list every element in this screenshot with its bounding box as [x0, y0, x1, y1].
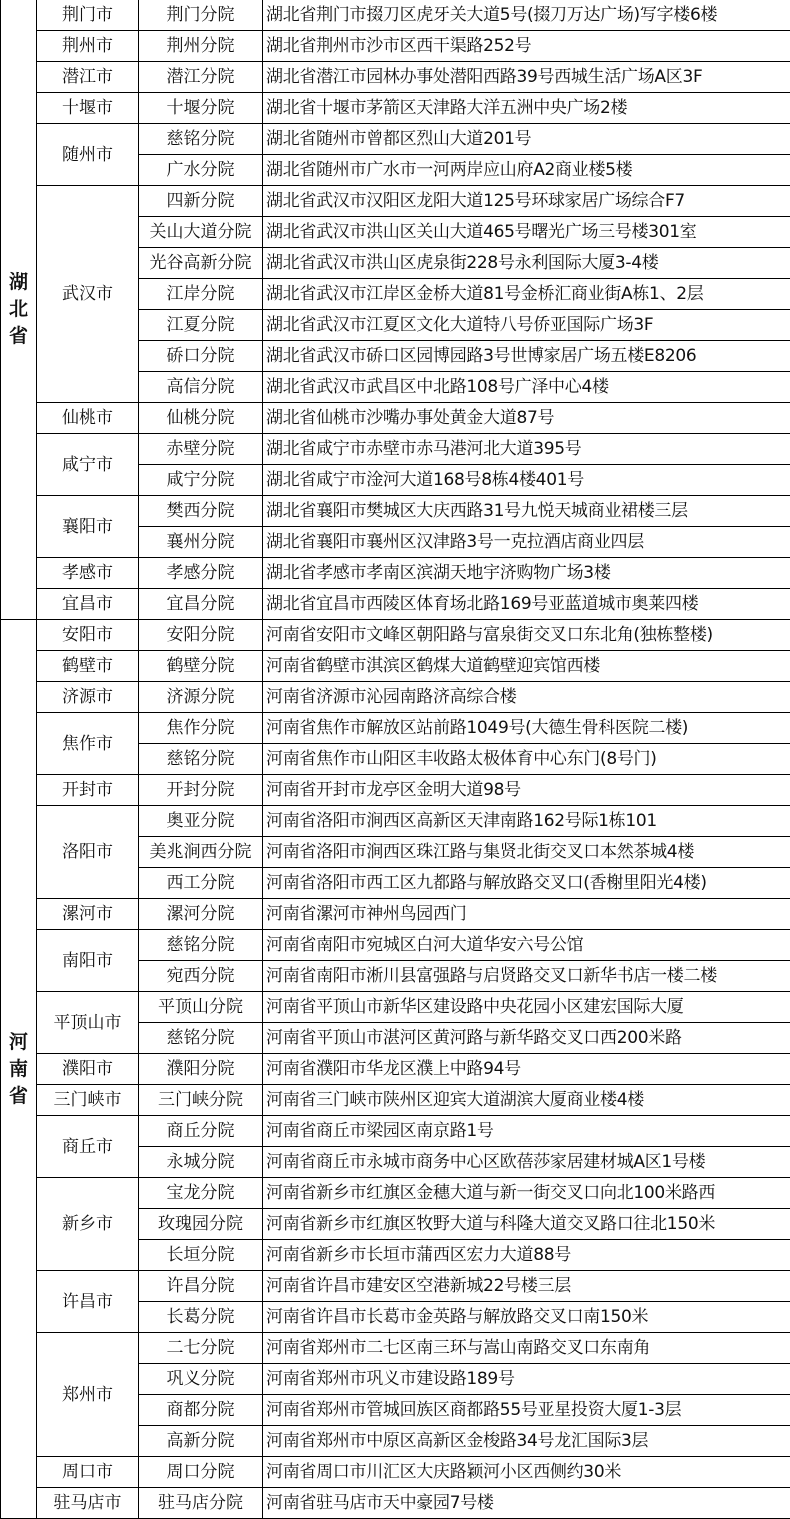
branch-address-cell: 河南省商丘市永城市商务中心区欧蓓莎家居建材城A区1号楼	[263, 1147, 790, 1178]
table-row	[1, 558, 790, 589]
branch-name-cell: 驻马店分院	[139, 1488, 263, 1519]
province-cell: 河南省	[1, 620, 37, 1519]
branch-name-cell: 襄州分院	[139, 527, 263, 558]
branch-address-cell: 湖北省襄阳市樊城区大庆西路31号九悦天城商业裙楼三层	[263, 496, 790, 527]
branch-name-cell: 荆州分院	[139, 31, 263, 62]
city-cell: 十堰市	[37, 93, 139, 124]
branch-name-cell: 长垣分院	[139, 1240, 263, 1271]
city-cell: 襄阳市	[37, 496, 139, 558]
city-cell: 济源市	[37, 682, 139, 713]
branch-name-cell: 奥亚分院	[139, 806, 263, 837]
branch-address-cell: 河南省鹤壁市淇滨区鹤煤大道鹤壁迎宾馆西楼	[263, 651, 790, 682]
city-cell: 荆州市	[37, 31, 139, 62]
table-body	[1, 0, 790, 1519]
branch-address-cell: 河南省漯河市神州鸟园西门	[263, 899, 790, 930]
branch-name-cell: 慈铭分院	[139, 1023, 263, 1054]
branch-address-cell: 河南省开封市龙亭区金明大道98号	[263, 775, 790, 806]
city-cell: 周口市	[37, 1457, 139, 1488]
city-cell: 随州市	[37, 124, 139, 186]
city-cell: 濮阳市	[37, 1054, 139, 1085]
branch-name-cell: 三门峡分院	[139, 1085, 263, 1116]
branch-address-cell: 河南省许昌市建安区空港新城22号楼三层	[263, 1271, 790, 1302]
branch-address-cell: 河南省焦作市解放区站前路1049号(大德生骨科医院二楼)	[263, 713, 790, 744]
city-cell: 孝感市	[37, 558, 139, 589]
branch-name-cell: 十堰分院	[139, 93, 263, 124]
branch-address-cell: 湖北省咸宁市淦河大道168号8栋4楼401号	[263, 465, 790, 496]
branch-name-cell: 西工分院	[139, 868, 263, 899]
branch-name-cell: 硚口分院	[139, 341, 263, 372]
branch-address-cell: 河南省濮阳市华龙区濮上中路94号	[263, 1054, 790, 1085]
branch-name-cell: 宜昌分院	[139, 589, 263, 620]
table-row	[1, 0, 790, 31]
branch-name-cell: 慈铭分院	[139, 744, 263, 775]
branch-name-cell: 长葛分院	[139, 1302, 263, 1333]
city-cell: 荆门市	[37, 0, 139, 31]
branch-name-cell: 光谷高新分院	[139, 248, 263, 279]
table-row	[1, 620, 790, 651]
branch-name-cell: 赤壁分院	[139, 434, 263, 465]
city-cell: 洛阳市	[37, 806, 139, 899]
branch-name-cell: 焦作分院	[139, 713, 263, 744]
branch-name-cell: 漯河分院	[139, 899, 263, 930]
city-cell: 开封市	[37, 775, 139, 806]
table-row	[1, 62, 790, 93]
table-row	[1, 806, 790, 837]
city-cell: 许昌市	[37, 1271, 139, 1333]
branch-name-cell: 濮阳分院	[139, 1054, 263, 1085]
city-cell: 新乡市	[37, 1178, 139, 1271]
table-row	[1, 1085, 790, 1116]
branch-address-cell: 湖北省仙桃市沙嘴办事处黄金大道87号	[263, 403, 790, 434]
branch-name-cell: 周口分院	[139, 1457, 263, 1488]
table-row	[1, 589, 790, 620]
branch-name-cell: 商丘分院	[139, 1116, 263, 1147]
branch-name-cell: 宛西分院	[139, 961, 263, 992]
branch-name-cell: 广水分院	[139, 155, 263, 186]
branch-name-cell: 鹤壁分院	[139, 651, 263, 682]
branch-name-cell: 潜江分院	[139, 62, 263, 93]
table-row	[1, 434, 790, 465]
branch-address-cell: 湖北省武汉市江岸区金桥大道81号金桥汇商业街A栋1、2层	[263, 279, 790, 310]
branch-name-cell: 高新分院	[139, 1426, 263, 1457]
table-row	[1, 31, 790, 62]
branch-name-cell: 开封分院	[139, 775, 263, 806]
branch-name-cell: 仙桃分院	[139, 403, 263, 434]
branch-address-cell: 河南省新乡市红旗区金穗大道与新一街交叉口向北100米路西	[263, 1178, 790, 1209]
table-row	[1, 1054, 790, 1085]
branch-name-cell: 安阳分院	[139, 620, 263, 651]
table-row	[1, 1488, 790, 1519]
branch-name-cell: 荆门分院	[139, 0, 263, 31]
branch-address-cell: 湖北省随州市曾都区烈山大道201号	[263, 124, 790, 155]
branch-address-cell: 河南省三门峡市陕州区迎宾大道湖滨大厦商业楼4楼	[263, 1085, 790, 1116]
province-cell: 湖北省	[1, 0, 37, 620]
branch-address-cell: 河南省郑州市管城回族区商都路55号亚星投资大厦1-3层	[263, 1395, 790, 1426]
branch-name-cell: 江岸分院	[139, 279, 263, 310]
branch-name-cell: 慈铭分院	[139, 124, 263, 155]
branch-name-cell: 慈铭分院	[139, 930, 263, 961]
branch-name-cell: 巩义分院	[139, 1364, 263, 1395]
branch-address-cell: 河南省新乡市红旗区牧野大道与科隆大道交叉路口往北150米	[263, 1209, 790, 1240]
branch-name-cell: 永城分院	[139, 1147, 263, 1178]
city-cell: 武汉市	[37, 186, 139, 403]
table-row	[1, 899, 790, 930]
branch-name-cell: 樊西分院	[139, 496, 263, 527]
table-row	[1, 930, 790, 961]
branch-name-cell: 关山大道分院	[139, 217, 263, 248]
branch-address-cell: 湖北省潜江市园林办事处潜阳西路39号西城生活广场A区3F	[263, 62, 790, 93]
branch-address-cell: 河南省焦作市山阳区丰收路太极体育中心东门(8号门)	[263, 744, 790, 775]
city-cell: 郑州市	[37, 1333, 139, 1457]
branch-name-cell: 孝感分院	[139, 558, 263, 589]
table-row	[1, 651, 790, 682]
branch-address-cell: 湖北省荆州市沙市区西干渠路252号	[263, 31, 790, 62]
city-cell: 焦作市	[37, 713, 139, 775]
city-cell: 南阳市	[37, 930, 139, 992]
table-row	[1, 124, 790, 155]
city-cell: 商丘市	[37, 1116, 139, 1178]
branch-address-cell: 河南省周口市川汇区大庆路颖河小区西侧约30米	[263, 1457, 790, 1488]
branch-address-cell: 河南省许昌市长葛市金英路与解放路交叉口南150米	[263, 1302, 790, 1333]
table-row	[1, 1116, 790, 1147]
branch-address-cell: 河南省郑州市巩义市建设路189号	[263, 1364, 790, 1395]
table-row	[1, 186, 790, 217]
city-cell: 漯河市	[37, 899, 139, 930]
city-cell: 驻马店市	[37, 1488, 139, 1519]
branch-address-cell: 湖北省武汉市汉阳区龙阳大道125号环球家居广场综合F7	[263, 186, 790, 217]
branch-name-cell: 玫瑰园分院	[139, 1209, 263, 1240]
branch-name-cell: 四新分院	[139, 186, 263, 217]
city-cell: 安阳市	[37, 620, 139, 651]
branch-address-cell: 河南省济源市沁园南路济高综合楼	[263, 682, 790, 713]
branch-address-cell: 河南省郑州市二七区南三环与嵩山南路交叉口东南角	[263, 1333, 790, 1364]
branch-address-cell: 河南省平顶山市湛河区黄河路与新华路交叉口西200米路	[263, 1023, 790, 1054]
branch-address-cell: 湖北省襄阳市襄州区汉津路3号一克拉酒店商业四层	[263, 527, 790, 558]
table-row	[1, 1457, 790, 1488]
city-cell: 平顶山市	[37, 992, 139, 1054]
table-row	[1, 93, 790, 124]
table-row	[1, 682, 790, 713]
branch-address-cell: 河南省驻马店市天中豪园7号楼	[263, 1488, 790, 1519]
branch-address-cell: 河南省新乡市长垣市蒲西区宏力大道88号	[263, 1240, 790, 1271]
branch-name-cell: 高信分院	[139, 372, 263, 403]
branch-address-cell: 河南省郑州市中原区高新区金梭路34号龙汇国际3层	[263, 1426, 790, 1457]
branch-name-cell: 美兆涧西分院	[139, 837, 263, 868]
branch-address-cell: 河南省平顶山市新华区建设路中央花园小区建宏国际大厦	[263, 992, 790, 1023]
table-row	[1, 1178, 790, 1209]
table-row	[1, 496, 790, 527]
branch-name-cell: 济源分院	[139, 682, 263, 713]
city-cell: 宜昌市	[37, 589, 139, 620]
branch-name-cell: 宝龙分院	[139, 1178, 263, 1209]
branch-address-cell: 河南省洛阳市涧西区高新区天津南路162号际1栋101	[263, 806, 790, 837]
branch-name-cell: 许昌分院	[139, 1271, 263, 1302]
branch-address-cell: 河南省洛阳市西工区九都路与解放路交叉口(香榭里阳光4楼)	[263, 868, 790, 899]
city-cell: 潜江市	[37, 62, 139, 93]
branch-address-cell: 湖北省武汉市武昌区中北路108号广泽中心4楼	[263, 372, 790, 403]
city-cell: 三门峡市	[37, 1085, 139, 1116]
table-row	[1, 403, 790, 434]
branch-address-cell: 湖北省武汉市江夏区文化大道特八号侨亚国际广场3F	[263, 310, 790, 341]
branch-address-cell: 河南省洛阳市涧西区珠江路与集贤北街交叉口本然茶城4楼	[263, 837, 790, 868]
table-row	[1, 1333, 790, 1364]
branch-address-cell: 湖北省荆门市掇刀区虎牙关大道5号(掇刀万达广场)写字楼6楼	[263, 0, 790, 31]
branch-address-cell: 湖北省咸宁市赤壁市赤马港河北大道395号	[263, 434, 790, 465]
branch-address-cell: 河南省南阳市宛城区白河大道华安六号公馆	[263, 930, 790, 961]
table-row	[1, 713, 790, 744]
branch-address-cell: 河南省安阳市文峰区朝阳路与富泉街交叉口东北角(独栋整楼)	[263, 620, 790, 651]
branch-address-cell: 河南省商丘市梁园区南京路1号	[263, 1116, 790, 1147]
city-cell: 咸宁市	[37, 434, 139, 496]
city-cell: 鹤壁市	[37, 651, 139, 682]
branch-name-cell: 平顶山分院	[139, 992, 263, 1023]
branch-name-cell: 咸宁分院	[139, 465, 263, 496]
branch-address-cell: 湖北省武汉市洪山区关山大道465号曙光广场三号楼301室	[263, 217, 790, 248]
branch-address-cell: 湖北省武汉市洪山区虎泉街228号永利国际大厦3-4楼	[263, 248, 790, 279]
branch-address-cell: 湖北省十堰市茅箭区天津路大洋五洲中央广场2楼	[263, 93, 790, 124]
branch-address-cell: 湖北省宜昌市西陵区体育场北路169号亚蓝道城市奥莱四楼	[263, 589, 790, 620]
branch-name-cell: 二七分院	[139, 1333, 263, 1364]
branch-name-cell: 商都分院	[139, 1395, 263, 1426]
branch-address-cell: 湖北省孝感市孝南区滨湖天地宇济购物广场3楼	[263, 558, 790, 589]
table-row	[1, 1271, 790, 1302]
table-row	[1, 992, 790, 1023]
branch-name-cell: 江夏分院	[139, 310, 263, 341]
table-row	[1, 775, 790, 806]
branch-address-cell: 湖北省武汉市硚口区园博园路3号世博家居广场五楼E8206	[263, 341, 790, 372]
branch-address-cell: 湖北省随州市广水市一河两岸应山府A2商业楼5楼	[263, 155, 790, 186]
city-cell: 仙桃市	[37, 403, 139, 434]
branch-address-cell: 河南省南阳市淅川县富强路与启贤路交叉口新华书店一楼二楼	[263, 961, 790, 992]
